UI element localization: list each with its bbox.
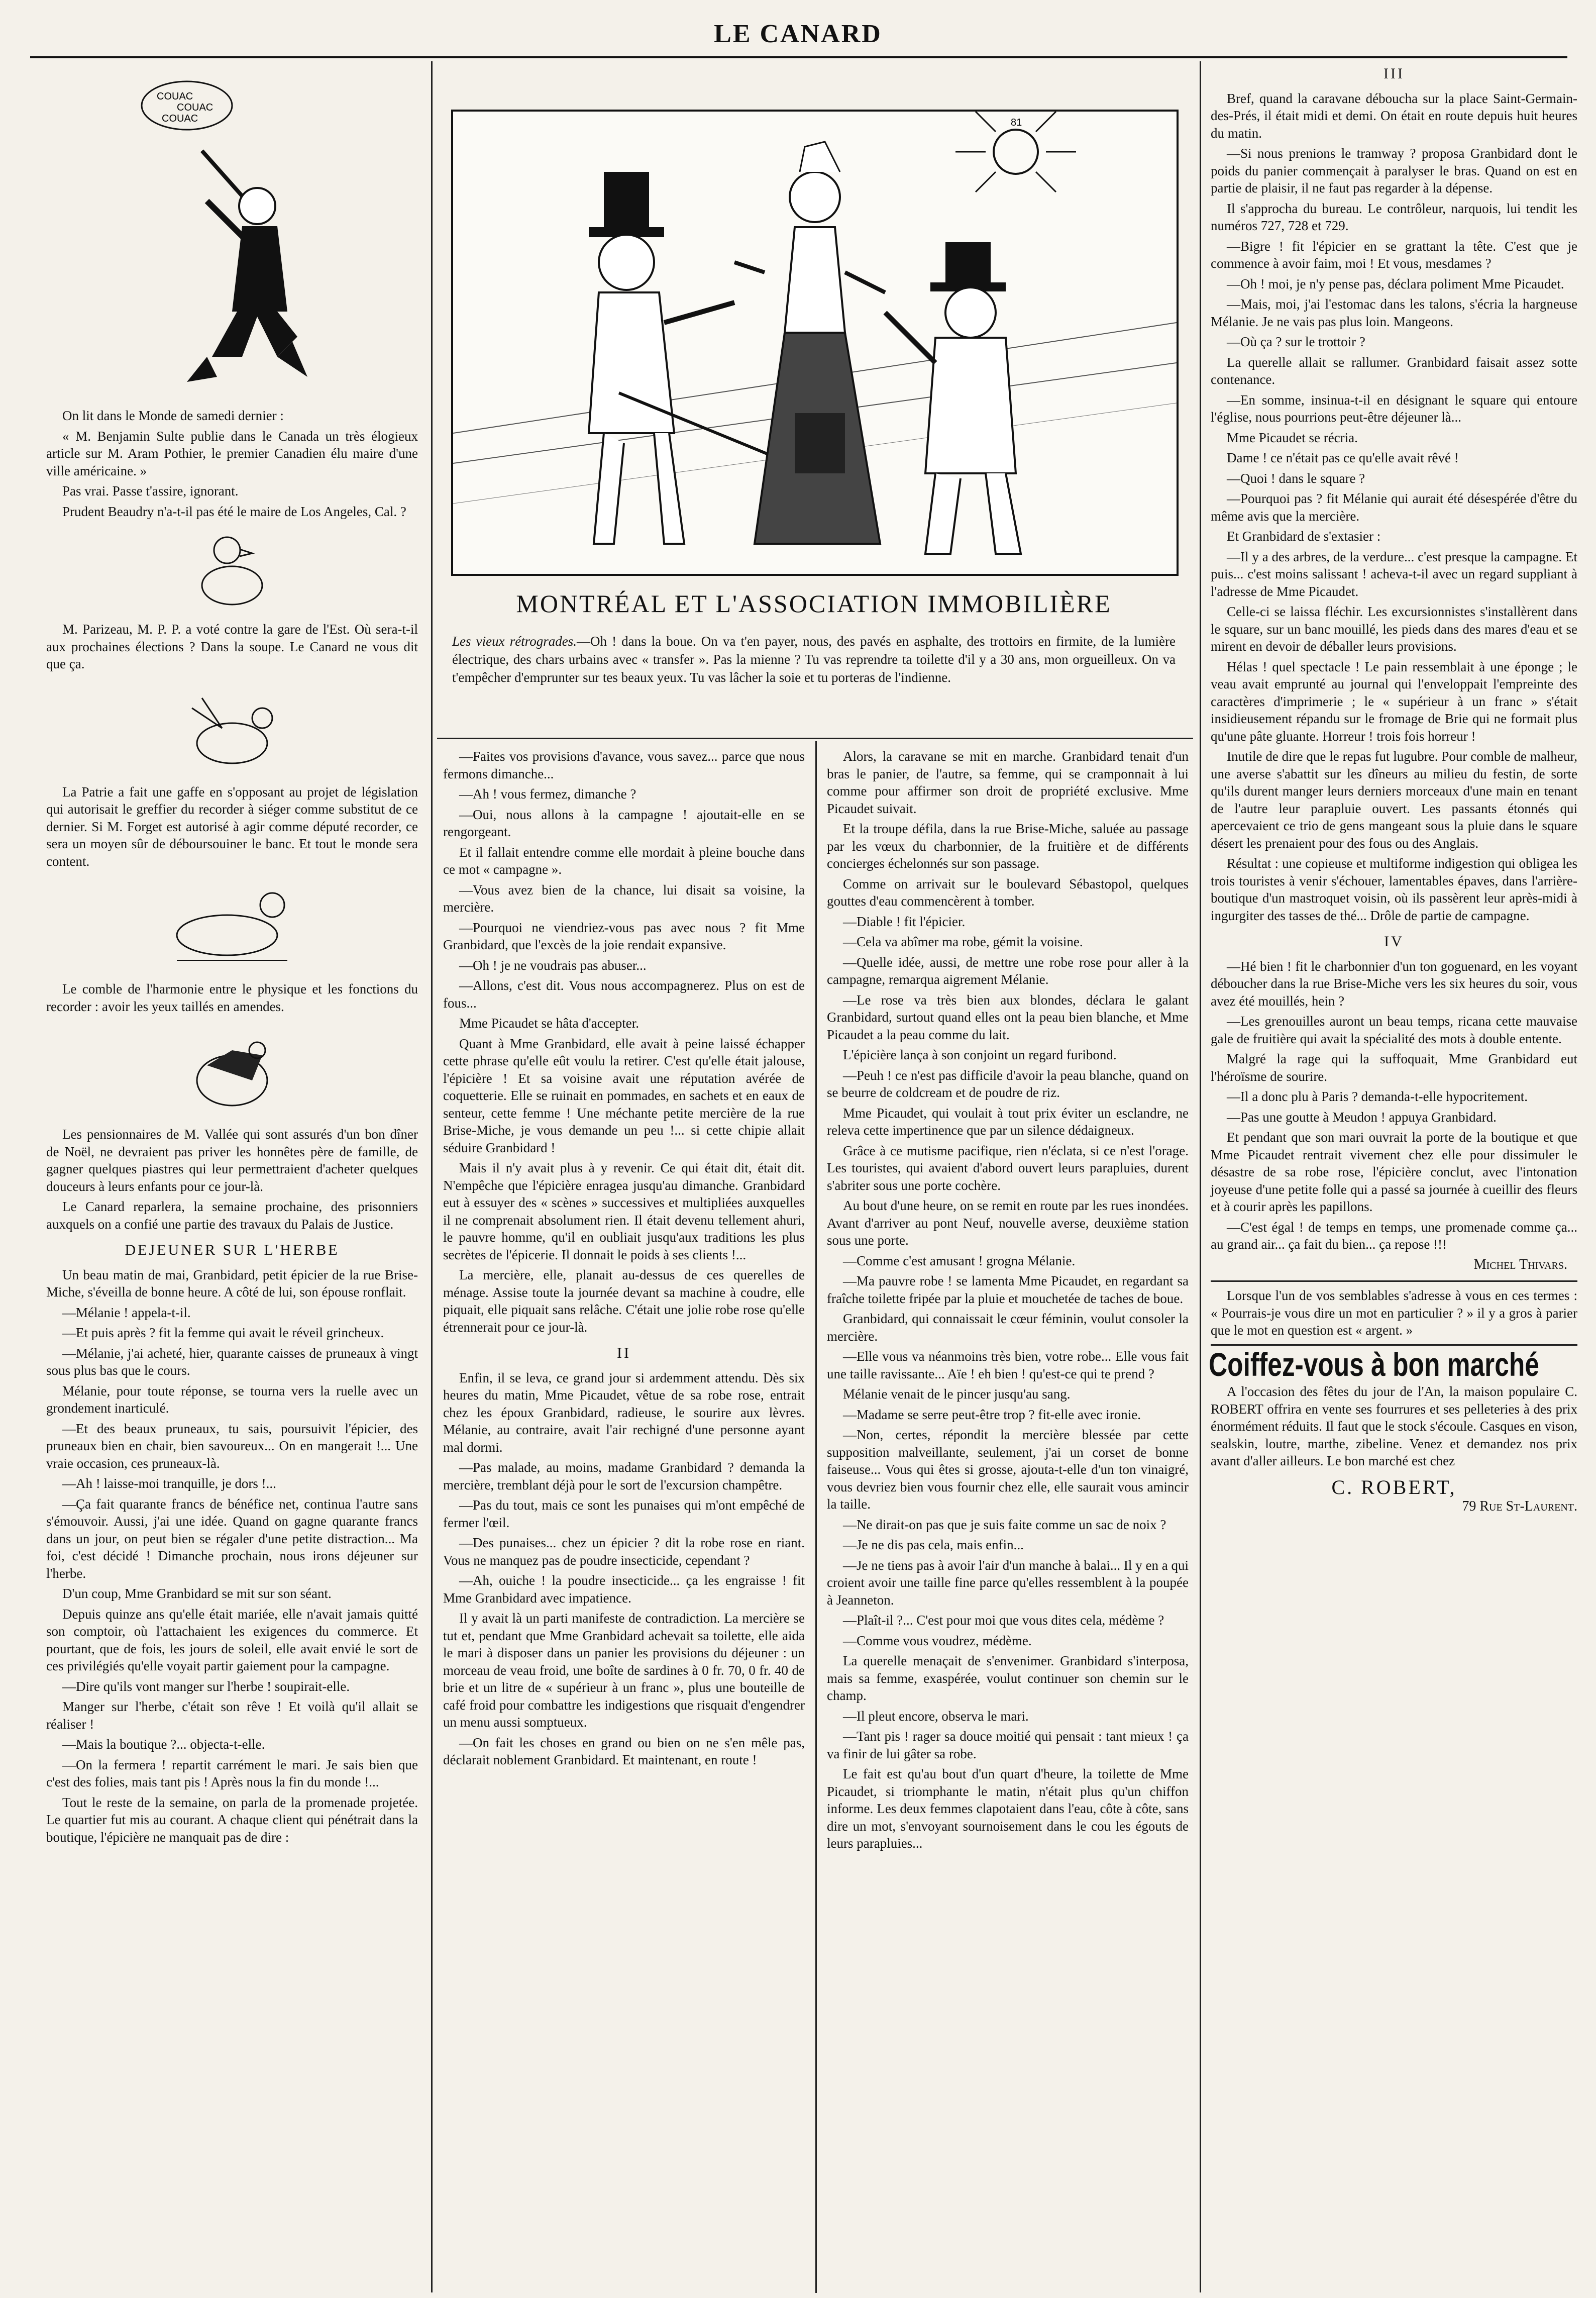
paragraph: Le comble de l'harmonie entre le physique et les fonctions du recorder : avoir les yeux taillés en amendes. xyxy=(46,981,418,1014)
paragraph: —Comme c'est amusant ! grogna Mélanie. xyxy=(843,1253,1076,1268)
paragraph: —Hé bien ! fit le charbonnier d'un ton goguenard, en les voyant déboucher dans la rue Brise-Miche vers les six heures du soir, vous avez été mouillés, hein ? xyxy=(1211,958,1577,1009)
paragraph: Mélanie venait de le pincer jusqu'au sang. xyxy=(843,1386,1071,1402)
middle-left-column xyxy=(443,748,805,1772)
paragraph: « M. Benjamin Sulte publie dans le Canada un très élogieux article sur M. Aram Pothier, le premier Canadien élu maire d'une ville américaine. » xyxy=(46,428,418,478)
paragraph: La querelle allait se rallumer. Granbidard faisait assez sotte contenance. xyxy=(1211,354,1577,387)
paragraph: Au bout d'une heure, on se remit en route par les rues inondées. Avant d'arriver au pont Neuf, nouvelle averse, deuxième station sous une porte. xyxy=(827,1198,1189,1248)
caption-text: —Oh ! dans la boue. On va t'en payer, nous, des pavés en asphalte, des trottoirs en firmite, de la lumière électrique, des chars urbains avec « transfer ». Pas la mienne ? Tu vas reprendre ta toilette d'il y a 30 ans, mon orgueilleux. On va t'empêcher d'emprunter sur tes beaux yeux. Tu vas lâcher la soie et tu porteras de l'indienne. xyxy=(452,634,1176,685)
paragraph: La mercière, elle, planait au-dessus de ces querelles de ménage. Assise toute la journée devant sa machine à coudre, elle piquait, elle piquait sans relâche. C'était une jolie robe rose qu'elle étrennerait pour ce jour-là. xyxy=(443,1267,805,1335)
duck-vignette xyxy=(182,525,282,616)
paragraph: —Où ça ? sur le trottoir ? xyxy=(1227,334,1365,349)
paragraph: —Il y a des arbres, de la verdure... c'est presque la campagne. Et puis... c'est moins salissant ! acheva-t-il avec un regard suppliant à l'adresse de Mme Picaudet. xyxy=(1211,549,1577,599)
duck-vignette xyxy=(157,875,307,975)
paragraph: Pas vrai. Passe t'assire, ignorant. xyxy=(62,483,239,498)
paragraph: Bref, quand la caravane déboucha sur la place Saint-Germain-des-Prés, il était midi et demi. On était en route depuis huit heures du matin. xyxy=(1211,90,1577,141)
paragraph: —Et puis après ? fit la femme qui avait le réveil grincheux. xyxy=(62,1325,384,1340)
paragraph: —Le rose va très bien aux blondes, déclara le galant Granbidard, surtout quand elles ont la peau bien blanche, et Mme Picaudet a la peau comme du lait. xyxy=(827,992,1189,1042)
paragraph: —Plaît-il ?... C'est pour moi que vous dites cela, médème ? xyxy=(843,1613,1164,1628)
paragraph: —Oui, nous allons à la campagne ! ajoutait-elle en se rengorgeant. xyxy=(443,807,805,839)
paragraph: —Non, certes, répondit la mercière blessée par cette supposition malveillante, seulement, j'ai un corset de bonne faiseuse... Vous qui êtes si grosse, ajouta-t-elle d'un ton vinaigré, vous devriez bien vous fournir chez elle, elle saurait vous amincir la taille. xyxy=(827,1427,1189,1512)
paragraph: Et Granbidard de s'extasier : xyxy=(1227,529,1381,544)
right-column xyxy=(1211,65,1577,1516)
paragraph: Un beau matin de mai, Granbidard, petit épicier de la rue Brise-Miche, s'éveilla de bonne heure. A côté de lui, son épouse ronflait. xyxy=(46,1267,418,1300)
musician-vignette xyxy=(127,75,338,402)
paragraph: —Il a donc plu à Paris ? demanda-t-elle hypocritement. xyxy=(1227,1089,1528,1104)
paragraph: —Ça fait quarante francs de bénéfice net, continua l'autre sans s'émouvoir. Aussi, j'ai une idée. Quand on gagne quarante francs dans un jour, on peut bien se régaler d'une petite distraction... Ma foi, c'est décidé ! Dimanche prochain, nous irons déjeuner sur l'herbe. xyxy=(46,1496,418,1581)
column-rule xyxy=(431,61,433,2292)
paragraph: —Je ne dis pas cela, mais enfin... xyxy=(843,1537,1024,1552)
paragraph: —Il pleut encore, observa le mari. xyxy=(843,1708,1029,1724)
paragraph: —On la fermera ! repartit carrément le mari. Je sais bien que c'est des folies, mais tant pis ! Après nous la fin du monde !... xyxy=(46,1757,418,1789)
paragraph: —Quoi ! dans le square ? xyxy=(1227,470,1365,486)
paragraph: La querelle menaçait de s'envenimer. Granbidard s'interposa, mais sa femme, exaspérée, voulut continuer son chemin sur le champ. xyxy=(827,1653,1189,1703)
paragraph: —Comme vous voudrez, médème. xyxy=(843,1633,1032,1648)
paragraph: —Pourquoi ne viendriez-vous pas avec nous ? fit Mme Granbidard, que l'excès de la joie rendait expansive. xyxy=(443,920,805,952)
paragraph: —Ah, ouiche ! la poudre insecticide... ça les engraisse ! fit Mme Granbidard avec impatience. xyxy=(443,1573,805,1606)
column-rule xyxy=(1200,61,1201,2292)
paragraph: —Mais, moi, j'ai l'estomac dans les talons, s'écria la hargneuse Mélanie. Je ne vais pas plus loin. Mangeons. xyxy=(1211,296,1577,329)
section-heading: III xyxy=(1384,65,1405,82)
duck-vignette xyxy=(172,678,292,778)
paragraph: —Mais la boutique ?... objecta-t-elle. xyxy=(62,1737,265,1752)
cartoon-bottom-rule xyxy=(437,738,1193,739)
section-heading: IV xyxy=(1384,933,1404,950)
paragraph: Quant à Mme Granbidard, elle avait à peine laissé échapper cette phrase qu'elle eût voulu la retirer. C'est qu'elle était jalouse, l'épicière ! Et sa voisine avait une réputation avérée de coquetterie. Elle se ruinait en pommades, en sachets et en eaux de senteur, cette femme ! Une méchante petite mercière de la rue Brise-Miche, je vous demande un peu !... si cette chipie allait séduire Granbidard ! xyxy=(443,1036,805,1155)
paragraph: —Vous avez bien de la chance, lui disait sa voisine, la mercière. xyxy=(443,882,805,915)
paragraph: —Mélanie, j'ai acheté, hier, quarante caisses de pruneaux à vingt sous plus bas que le cours. xyxy=(46,1345,418,1378)
paragraph: Le fait est qu'au bout d'un quart d'heure, la toilette de Mme Picaudet, si triomphante le matin, n'était plus qu'un chiffon informe. Les deux femmes clapotaient dans l'eau, côte à côte, sans dire un mot, s'envoyant sournoisement dans le cou les égouts de leurs parapluies... xyxy=(827,1766,1189,1851)
paragraph: —Cela va abîmer ma robe, gémit la voisine. xyxy=(843,934,1083,949)
joke-paragraph: Lorsque l'un de vos semblables s'adresse à vous en ces termes : « Pourrais-je vous dire un mot en particulier ? » il y a gros à parier que le mot en question est « argent. » xyxy=(1211,1288,1577,1338)
paragraph: —Diable ! fit l'épicier. xyxy=(843,914,966,929)
paragraph: —Allons, c'est dit. Vous nous accompagnerez. Plus on est de fous... xyxy=(443,978,805,1011)
paragraph: Les pensionnaires de M. Vallée qui sont assurés d'un bon dîner de Noël, ne devraient pas priver les honnêtes père de famille, de gagner quelques piastres qui leur permettraient d'acheter quelques douceurs à leurs enfants pour ce jour-là. xyxy=(46,1127,418,1194)
paragraph: Prudent Beaudry n'a-t-il pas été le maire de Los Angeles, Cal. ? xyxy=(62,504,406,519)
paragraph: Inutile de dire que le repas fut lugubre. Pour comble de malheur, une averse s'abattit sur les dîneurs au milieu du festin, de sorte qu'ils durent manger leurs derniers morceaux d'une main en tenant de l'autre leur parapluie ouvert. Les passants étonnés qui apercevaient ce trio de gens mangeant sous la pluie dans le square désert les prenaient pour des fous ou des Anglais. xyxy=(1211,749,1577,851)
left-column xyxy=(46,70,418,1849)
paragraph: —Mélanie ! appela-t-il. xyxy=(62,1305,191,1320)
paragraph: —Ah ! laisse-moi tranquille, je dors !... xyxy=(62,1476,276,1491)
paragraph: —Tant pis ! rager sa douce moitié qui pensait : tant mieux ! ça va finir de lui gâter sa robe. xyxy=(827,1729,1189,1761)
paragraph: Dame ! ce n'était pas ce qu'elle avait rêvé ! xyxy=(1227,450,1459,465)
paragraph: —C'est égal ! de temps en temps, une promenade comme ça... au grand air... ça fait du bien... ça repose !!! xyxy=(1211,1219,1577,1252)
paragraph: Et la troupe défila, dans la rue Brise-Miche, saluée au passage par les vœux du charbonnier, de la fruitière et de différents concierges échelonnés sur son passage. xyxy=(827,821,1189,871)
paragraph: Grâce à ce mutisme pacifique, rien n'éclata, si ce n'est l'orage. Les touristes, qui avaient d'abord ouvert leurs parapluies, durent s'abriter sous une porte cochère. xyxy=(827,1143,1189,1193)
paragraph: Mme Picaudet se hâta d'accepter. xyxy=(459,1016,639,1031)
couac-text: COUAC xyxy=(157,91,193,102)
couac-text: COUAC xyxy=(162,113,198,124)
paragraph: —Pas une goutte à Meudon ! appuya Granbidard. xyxy=(1227,1109,1497,1125)
paragraph: —Ma pauvre robe ! se lamenta Mme Picaudet, en regardant sa fraîche toilette fripée par la pluie et mouchetée de taches de boue. xyxy=(827,1273,1189,1306)
paragraph: Hélas ! quel spectacle ! Le pain ressemblait à une éponge ; le veau avait emprunté au journal qui l'enveloppait l'empreinte des caractères d'imprimerie ; le « supérieur à un franc » s'était insidieusement répandu sur le fromage de Brie qui ne formait plus qu'une pâte gluante. Horreur ! trois fois horreur ! xyxy=(1211,659,1577,744)
advert-name: C. ROBERT, xyxy=(1331,1475,1457,1498)
paragraph: Depuis quinze ans qu'elle était mariée, elle n'avait jamais quitté son comptoir, où l'attachaient les exigences du commerce. Et pourtant, que de fois, les jours de soleil, elle avait envié le sort de ces privilégiés qu'elle voyait partir gaiement pour la campagne. xyxy=(46,1606,418,1673)
middle-right-column xyxy=(827,748,1189,1855)
paragraph: On lit dans le Monde de samedi dernier : xyxy=(62,408,284,423)
paragraph: —Faites vos provisions d'avance, vous savez... parce que nous fermons dimanche... xyxy=(443,749,805,781)
paragraph: —Oh ! je ne voudrais pas abuser... xyxy=(459,957,647,973)
cartoon-title: MONTRÉAL ET L'ASSOCIATION IMMOBILIÈRE xyxy=(516,589,1112,618)
paragraph: —Ah ! vous fermez, dimanche ? xyxy=(459,786,636,802)
section-heading: II xyxy=(617,1345,631,1361)
section-rule xyxy=(1211,1280,1577,1282)
couac-text: COUAC xyxy=(177,102,214,113)
paragraph: Mélanie, pour toute réponse, se tourna vers la ruelle avec un grondement inarticulé. xyxy=(46,1383,418,1416)
paragraph: —Dire qu'ils vont manger sur l'herbe ! soupirait-elle. xyxy=(62,1678,350,1694)
paragraph: Enfin, il se leva, ce grand jour si ardemment attendu. Dès six heures du matin, Mme Picaudet, vêtue de sa robe rose, entrait chez les époux Granbidard, radieuse, le sourire aux lèvres. Mélanie, au contraire, avait l'air rechigné d'une personne ayant mal dormi. xyxy=(443,1370,805,1455)
paragraph: —Pas du tout, mais ce sont les punaises qui m'ont empêché de fermer l'œil. xyxy=(443,1497,805,1530)
paragraph: —Des punaises... chez un épicier ? dit la robe rose en riant. Vous ne manquez pas de poudre insecticide, cependant ? xyxy=(443,1535,805,1568)
paragraph: M. Parizeau, M. P. P. a voté contre la gare de l'Est. Où sera-t-il aux prochaines élections ? Dans la soupe. Le Canard ne vous dit que ça. xyxy=(46,622,418,671)
paragraph: Et pendant que son mari ouvrait la porte de la boutique et que Mme Picaudet rentrait vivement chez elle pour dissimuler le désastre de sa robe rose, l'épicière conclut, avec l'intonation joyeuse d'une petite folle qui a passé sa journée à cueillir des fleurs et à courir après les papillons. xyxy=(1211,1130,1577,1214)
sun-label: 81 xyxy=(1011,117,1022,128)
paragraph: Manger sur l'herbe, c'était son rêve ! Et voilà qu'il allait se réaliser ! xyxy=(46,1699,418,1732)
paragraph: D'un coup, Mme Granbidard se mit sur son séant. xyxy=(62,1586,332,1601)
story-title: DEJEUNER SUR L'HERBE xyxy=(125,1242,340,1258)
paragraph: Mais il n'y avait plus à y revenir. Ce qui était dit, était dit. N'empêche que l'épicière enragea jusqu'au dimanche. Granbidard eut à essuyer des « scènes » successives et multipliées auxquelles il ne comprenait absolument rien. Il était devenu tellement ahuri, le pauvre homme, qu'il en oubliait jusqu'aux traditions les plus secrètes de l'épicerie. Il donnait le poids à ses clients !... xyxy=(443,1160,805,1262)
paragraph: L'épicière lança à son conjoint un regard furibond. xyxy=(843,1047,1117,1062)
paragraph: —Madame se serre peut-être trop ? fit-elle avec ironie. xyxy=(843,1407,1141,1422)
paragraph: Mme Picaudet se récria. xyxy=(1227,430,1358,445)
paragraph: Alors, la caravane se mit en marche. Granbidard tenait d'un bras le panier, de l'autre, sa femme, qui se cramponnait à lui comme pour affirmer son droit de propriété exclusive. Mme Picaudet suivait. xyxy=(827,749,1189,816)
caption-lead: Les vieux rétrogrades. xyxy=(452,634,577,649)
paragraph: —Je ne tiens pas à avoir l'air d'un manche à balai... Il y en a qui croient avoir une taille fine parce qu'elles ressemblent à la poupée à Jeanneton. xyxy=(827,1557,1189,1608)
top-rule xyxy=(30,56,1567,58)
paragraph: —Peuh ! ce n'est pas difficile d'avoir la peau blanche, quand on se beurre de coldcream et de poudre de riz. xyxy=(827,1067,1189,1100)
paragraph: —Les grenouilles auront un beau temps, ricana cette mauvaise gale de fruitière qui avait la spécialité des mots à double entente. xyxy=(1211,1014,1577,1046)
paragraph: —En somme, insinua-t-il en désignant le square qui entoure l'église, nous pourrions peut-être déjeuner là... xyxy=(1211,392,1577,425)
paragraph: Comme on arrivait sur le boulevard Sébastopol, quelques gouttes d'eau commencèrent à tomber. xyxy=(827,876,1189,909)
paragraph: Malgré la rage qui la suffoquait, Mme Granbidard eut l'héroïsme de sourire. xyxy=(1211,1051,1577,1084)
cartoon-caption xyxy=(452,632,1176,686)
cartoon-frame xyxy=(451,110,1179,576)
paragraph: —Si nous prenions le tramway ? proposa Granbidard dont le poids du panier commençait à paralyser le bras. Quand on est en partie de plaisir, il ne faut pas regarder à la dépense. xyxy=(1211,146,1577,195)
paragraph: —Bigre ! fit l'épicier en se grattant la tête. C'est que je commence à avoir faim, moi ! Et vous, mesdames ? xyxy=(1211,238,1577,271)
paragraph: —Pas malade, au moins, madame Granbidard ? demanda la mercière, tremblant déjà pour le sort de l'excursion champêtre. xyxy=(443,1460,805,1492)
advert-title: Coiffez-vous à bon marché xyxy=(1209,1345,1539,1383)
paragraph: —Pourquoi pas ? fit Mélanie qui aurait été désespérée d'être du même avis que la mercière. xyxy=(1211,491,1577,524)
cartoon-illustration xyxy=(453,112,1177,574)
signature: Michel Thivars. xyxy=(1473,1256,1567,1272)
paragraph: La Patrie a fait une gaffe en s'opposant au projet de législation qui autorisait le greffier du recorder à siéger comme substitut de ce dernier. Si M. Forget est autorisé à agir comme député recorder, ce sera un moyen sûr de déboursouiner le banc. Et tout le monde sera content. xyxy=(46,784,418,869)
paragraph: Celle-ci se laissa fléchir. Les excursionnistes s'installèrent dans le square, sur un banc mouillé, les pieds dans des mares d'eau et se mirent en devoir de déballer leurs provisions. xyxy=(1211,604,1577,654)
masthead: LE CANARD xyxy=(714,20,882,48)
paragraph: Résultat : une copieuse et multiforme indigestion qui obligea les trois touristes à venir s'échouer, lamentables épaves, dans l'arrière-boutique d'un mastroquet voisin, où ils passèrent leur après-midi à ingurgiter des tasses de thé... Drôle de partie de campagne. xyxy=(1211,856,1577,923)
paragraph: —Elle vous va néanmoins très bien, votre robe... Elle vous fait une taille ravissante... Aïe ! eh bien ! qu'est-ce qui te prend ? xyxy=(827,1349,1189,1381)
paragraph: Il y avait là un parti manifeste de contradiction. La mercière se tut et, pendant que Mme Granbidard achevait sa toilette, elle aida le mari à disposer dans un panier les provisions du déjeuner : un morceau de veau froid, une boîte de sardines à 0 fr. 70, 0 fr. 40 de brie et un litre de « supérieur à un franc », plus une bouteille de café froid pour combattre les indigestions que risquait d'engendrer un menu aussi somptueux. xyxy=(443,1611,805,1730)
advert-address: 79 Rue St-Laurent. xyxy=(1462,1498,1577,1514)
paragraph: Granbidard, qui connaissait le cœur féminin, voulut consoler la mercière. xyxy=(827,1311,1189,1344)
advert-text: A l'occasion des fêtes du jour de l'An, la maison populaire C. ROBERT offrira en vente ses fourrures et ses pelleteries à des prix énormément réduits. Il faut que le stock s'écoule. Casques en vison, sealskin, loutre, marthe, zibeline. Venez et demandez nos prix avant d'aller ailleurs. Le bon marché est chez xyxy=(1211,1384,1577,1468)
paragraph: Le Canard reparlera, la semaine prochaine, des prisonniers auxquels on a confié une partie des travaux du Palais de Justice. xyxy=(46,1199,418,1232)
paragraph: —Quelle idée, aussi, de mettre une robe rose pour aller à la campagne, remarqua aigrement Mélanie. xyxy=(827,954,1189,987)
paragraph: Il s'approcha du bureau. Le contrôleur, narquois, lui tendit les numéros 727, 728 et 729. xyxy=(1211,201,1577,233)
paragraph: Et il fallait entendre comme elle mordait à pleine bouche dans ce mot « campagne ». xyxy=(443,844,805,877)
paragraph: —Ne dirait-on pas que je suis faite comme un sac de noix ? xyxy=(843,1517,1166,1532)
column-rule xyxy=(815,741,817,2293)
paragraph: Mme Picaudet, qui voulait à tout prix éviter un esclandre, ne releva cette impertinence que par un silence dédaigneux. xyxy=(827,1105,1189,1138)
paragraph: —Et des beaux pruneaux, tu sais, poursuivit l'épicier, des pruneaux bien en chair, bien savoureux... On en mangerait !... Une vraie occasion, ces pruneaux-là. xyxy=(46,1421,418,1471)
duck-vignette xyxy=(172,1020,292,1121)
paragraph: —Oh ! moi, je n'y pense pas, déclara poliment Mme Picaudet. xyxy=(1227,276,1564,291)
paragraph: Tout le reste de la semaine, on parla de la promenade projetée. Le quartier fut mis au courant. A chaque client qui pénétrait dans la boutique, l'épicière ne manquait pas de dire : xyxy=(46,1794,418,1845)
paragraph: —On fait les choses en grand ou bien on ne s'en mêle pas, déclarait noblement Granbidard. Et maintenant, en route ! xyxy=(443,1735,805,1767)
